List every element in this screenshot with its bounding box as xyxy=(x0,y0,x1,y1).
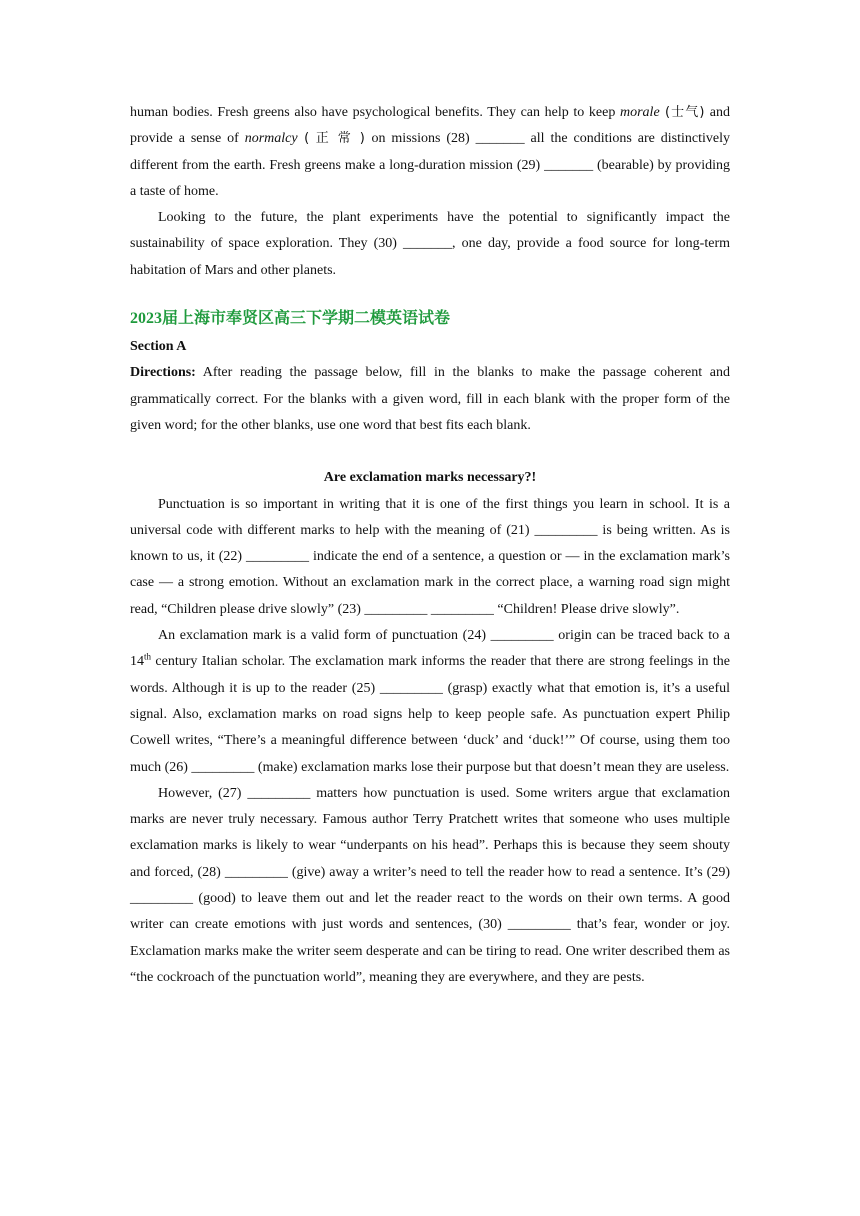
directions-label: Directions: xyxy=(130,365,196,381)
text-run: century Italian scholar. The exclamation mark informs the reader that there are strong feelings in the words. Although it is up to the reader (25) _________ (grasp) exactly what that emotion is, it’s a useful signal. Also, exclamation marks on road signs help to keep people safe. As punctuation expert Philip Cowell writes, “There’s a meaningful difference between ‘duck’ and ‘duck!’” Of course, using them too much (26) _________ (make) exclamation marks lose their purpose but that doesn’t mean they are useless. xyxy=(130,654,730,775)
passage-paragraph-3: However, (27) _________ matters how punctuation is used. Some writers argue that exclamation marks are never truly necessary. Famous author Terry Pratchett writes that someone who uses multiple exclamation marks is likely to wear “underpants on his head”. Perhaps this is because they seem shouty and forced, (28) _________ (give) away a writer’s need to tell the reader how to read a sentence. It’s (29) _________ (good) to leave them out and let the reader react to the words on their own terms. A good writer can create emotions with just words and sentences, (30) _________ that’s fear, wonder or joy. Exclamation marks make the writer seem desperate and can be tiring to read. One writer described them as “the cockroach of the punctuation world”, meaning they are everywhere, and they are pests. xyxy=(130,785,730,985)
document-content xyxy=(130,100,730,991)
text-run: An exclamation mark is a valid form of punctuation (24) _________ origin can be traced back to a 14 xyxy=(130,628,730,670)
prev-passage-paragraph-1 xyxy=(130,100,730,205)
passage-paragraph-2 xyxy=(130,623,730,781)
prev-passage-paragraph-2: Looking to the future, the plant experiments have the potential to significantly impact the sustainability of space exploration. They (30) _______, one day, provide a food source for long-term habitation of Mars and other planets. xyxy=(130,210,730,278)
italic-term-morale: morale xyxy=(620,105,660,120)
chinese-gloss: (士气) xyxy=(659,105,710,120)
superscript: th xyxy=(144,651,152,662)
text-run: human bodies. Fresh greens also have psychological benefits. They can help to keep xyxy=(130,105,620,120)
chinese-gloss: ( 正 常 ) xyxy=(297,131,372,147)
italic-term-normalcy: normalcy xyxy=(244,131,298,147)
passage-title: Are exclamation marks necessary?! xyxy=(323,470,537,486)
text-run: and provide a sense of xyxy=(130,105,730,147)
text-run: on missions (28) _______ all the conditions are distinctively different from the earth. Fresh greens make a long-duration mission (29) _______ (bearable) by providing a taste of home. xyxy=(130,131,730,199)
spacer xyxy=(130,439,730,465)
exam-title: 2023届上海市奉贤区高三下学期二模英语试卷 xyxy=(130,310,451,328)
directions-text: After reading the passage below, fill in the blanks to make the passage coherent and grammatically correct. For the blanks with a given word, fill in each blank with the proper form of the given word; for the other blanks, use one word that best fits each blank. xyxy=(130,365,730,433)
passage-paragraph-1: Punctuation is so important in writing that it is one of the first things you learn in school. It is a universal code with different marks to help with the meaning of (21) _________ is being written. As is known to us, it (22) _________ indicate the end of a sentence, a question or — in the exclamation mark’s case — a strong emotion. Without an exclamation mark in the correct place, a warning road sign might read, “Children please drive slowly” (23) _________ _________ “Children! Please drive slowly”. xyxy=(130,496,730,617)
section-label: Section A xyxy=(130,339,187,355)
directions xyxy=(130,360,730,439)
